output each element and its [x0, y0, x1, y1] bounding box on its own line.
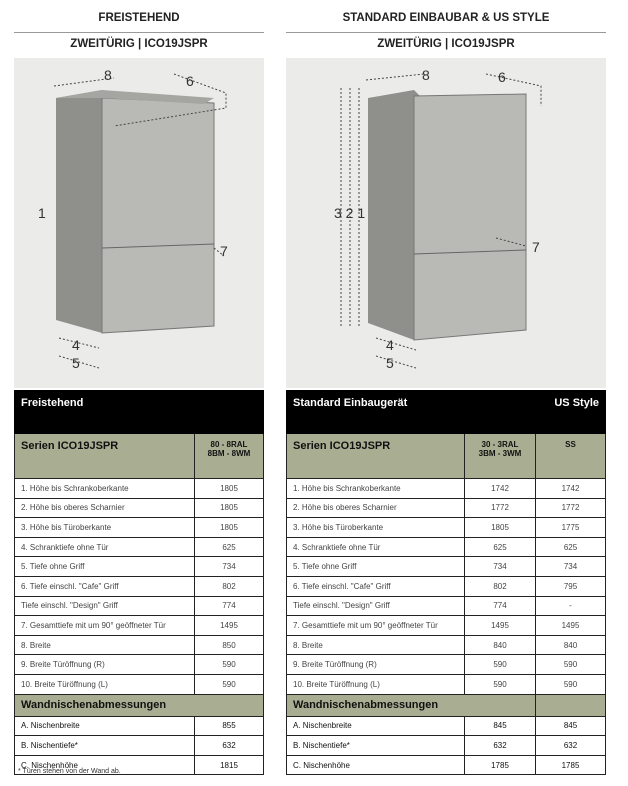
value-cell: 774 — [195, 596, 264, 616]
value-cell: 1772 — [465, 498, 536, 518]
table-row — [287, 518, 606, 538]
label-cell: B. Nischentiefe* — [287, 736, 465, 756]
value-cell: 802 — [465, 576, 536, 596]
table-row — [287, 736, 606, 756]
label-6: 6 — [498, 69, 506, 85]
series-header: Serien ICO19JSPR — [15, 434, 195, 479]
fridge-diagram — [286, 58, 606, 388]
label-cell: 1. Höhe bis Schrankoberkante — [287, 479, 465, 499]
value-cell: 1775 — [536, 518, 606, 538]
table-row — [15, 635, 264, 655]
value-cell: 1495 — [195, 616, 264, 636]
value-cell: 1805 — [195, 479, 264, 499]
divider — [286, 32, 606, 33]
label-cell: 5. Tiefe ohne Griff — [287, 557, 465, 577]
label-cell: 7. Gesamttiefe mit um 90° geöffneter Tür — [287, 616, 465, 636]
table-row — [15, 716, 264, 736]
table-row — [15, 576, 264, 596]
divider — [14, 32, 264, 33]
label-8: 8 — [104, 67, 112, 83]
label-5: 5 — [386, 355, 394, 371]
label-cell: 3. Höhe bis Türoberkante — [287, 518, 465, 538]
table-row — [15, 537, 264, 557]
niche-header: Wandnischenabmessungen — [287, 694, 536, 716]
label-cell: 9. Breite Türöffnung (R) — [287, 655, 465, 675]
label-6: 6 — [186, 73, 194, 89]
panel-subtitle: ZWEITÜRIG | ICO19JSPR — [377, 38, 515, 50]
value-cell: 625 — [465, 537, 536, 557]
label-3-2-1: 3 2 1 — [334, 205, 366, 221]
table-row — [287, 537, 606, 557]
label-cell: 7. Gesamttiefe mit um 90° geöffneter Tür — [15, 616, 195, 636]
table-title: Standard Einbaugerät — [287, 391, 536, 434]
label-cell: 6. Tiefe einschl. "Cafe" Griff — [287, 576, 465, 596]
series-header: Serien ICO19JSPR — [287, 434, 465, 479]
value-cell: 632 — [536, 736, 606, 756]
value-cell: 1805 — [195, 498, 264, 518]
label-cell: 6. Tiefe einschl. "Cafe" Griff — [15, 576, 195, 596]
value-cell: 1805 — [195, 518, 264, 538]
label-cell: 3. Höhe bis Türoberkante — [15, 518, 195, 538]
label-cell: 10. Breite Türöffnung (L) — [287, 674, 465, 694]
table-row — [287, 655, 606, 675]
table-title: Freistehend — [15, 391, 264, 434]
value-cell: 632 — [195, 736, 264, 756]
label-4: 4 — [72, 337, 80, 353]
value-cell: 590 — [536, 674, 606, 694]
value-cell: - — [536, 596, 606, 616]
value-cell: 625 — [536, 537, 606, 557]
label-8: 8 — [422, 67, 430, 83]
value-cell: 590 — [536, 655, 606, 675]
value-cell: 802 — [195, 576, 264, 596]
label-cell: 10. Breite Türöffnung (L) — [15, 674, 195, 694]
table-row — [15, 498, 264, 518]
column-header: 80 - 8RAL 8BM - 8WM — [195, 434, 264, 479]
value-cell: 855 — [195, 716, 264, 736]
label-cell: 4. Schranktiefe ohne Tür — [15, 537, 195, 557]
value-cell: 1772 — [536, 498, 606, 518]
value-cell: 795 — [536, 576, 606, 596]
table-row — [15, 596, 264, 616]
panel-subtitle: ZWEITÜRIG | ICO19JSPR — [70, 38, 208, 50]
label-cell: C. Nischenhöhe — [287, 755, 465, 775]
table-row — [15, 479, 264, 499]
label-7: 7 — [532, 239, 540, 255]
label-cell: A. Nischenbreite — [15, 716, 195, 736]
table-row — [15, 655, 264, 675]
value-cell: 1815 — [195, 755, 264, 775]
table-row — [15, 616, 264, 636]
label-cell: C. Nischenhöhe — [15, 755, 195, 775]
panel-title: STANDARD EINBAUBAR & US STYLE — [342, 12, 550, 24]
freistehend-table — [14, 390, 264, 775]
table-row — [287, 616, 606, 636]
table-row — [15, 674, 264, 694]
value-cell: 625 — [195, 537, 264, 557]
value-cell: 840 — [465, 635, 536, 655]
value-cell: 1785 — [536, 755, 606, 775]
table-row — [287, 498, 606, 518]
label-cell: 4. Schranktiefe ohne Tür — [287, 537, 465, 557]
label-cell: 2. Höhe bis oberes Scharnier — [15, 498, 195, 518]
table-row — [287, 576, 606, 596]
table-row — [287, 557, 606, 577]
fridge-diagram — [14, 58, 264, 388]
table-row — [287, 716, 606, 736]
value-cell: 590 — [195, 655, 264, 675]
column-header-ss: SS — [536, 434, 606, 479]
column-header: 30 - 3RAL 3BM - 3WM — [465, 434, 536, 479]
value-cell: 1785 — [465, 755, 536, 775]
value-cell: 734 — [195, 557, 264, 577]
table-row — [15, 518, 264, 538]
value-cell: 1495 — [465, 616, 536, 636]
table-row — [287, 479, 606, 499]
value-cell: 590 — [465, 655, 536, 675]
label-4: 4 — [386, 337, 394, 353]
value-cell: 774 — [465, 596, 536, 616]
einbau-table — [286, 390, 606, 775]
table-row — [287, 674, 606, 694]
label-1: 1 — [38, 205, 46, 221]
label-cell: 9. Breite Türöffnung (R) — [15, 655, 195, 675]
footnote: * Türen stehen von der Wand ab. — [18, 768, 121, 775]
table-row — [287, 635, 606, 655]
label-7: 7 — [220, 243, 228, 259]
value-cell: 1742 — [536, 479, 606, 499]
value-cell: 850 — [195, 635, 264, 655]
label-cell: B. Nischentiefe* — [15, 736, 195, 756]
table-row — [15, 736, 264, 756]
niche-header: Wandnischenabmessungen — [15, 694, 264, 716]
value-cell: 840 — [536, 635, 606, 655]
value-cell: 734 — [536, 557, 606, 577]
value-cell: 845 — [465, 716, 536, 736]
value-cell: 845 — [536, 716, 606, 736]
table-row — [287, 755, 606, 775]
label-cell: 8. Breite — [287, 635, 465, 655]
label-cell: Tiefe einschl. "Design" Griff — [15, 596, 195, 616]
value-cell: 590 — [465, 674, 536, 694]
label-cell: 8. Breite — [15, 635, 195, 655]
value-cell: 1805 — [465, 518, 536, 538]
table-row — [15, 557, 264, 577]
value-cell: 1495 — [536, 616, 606, 636]
value-cell: 734 — [465, 557, 536, 577]
label-cell: 5. Tiefe ohne Griff — [15, 557, 195, 577]
label-cell: Tiefe einschl. "Design" Griff — [287, 596, 465, 616]
label-cell: 1. Höhe bis Schrankoberkante — [15, 479, 195, 499]
label-cell: A. Nischenbreite — [287, 716, 465, 736]
label-5: 5 — [72, 355, 80, 371]
value-cell: 1742 — [465, 479, 536, 499]
table-row — [287, 596, 606, 616]
panel-title: FREISTEHEND — [98, 12, 180, 24]
label-cell: 2. Höhe bis oberes Scharnier — [287, 498, 465, 518]
value-cell: 632 — [465, 736, 536, 756]
us-style-title: US Style — [536, 391, 606, 434]
value-cell: 590 — [195, 674, 264, 694]
